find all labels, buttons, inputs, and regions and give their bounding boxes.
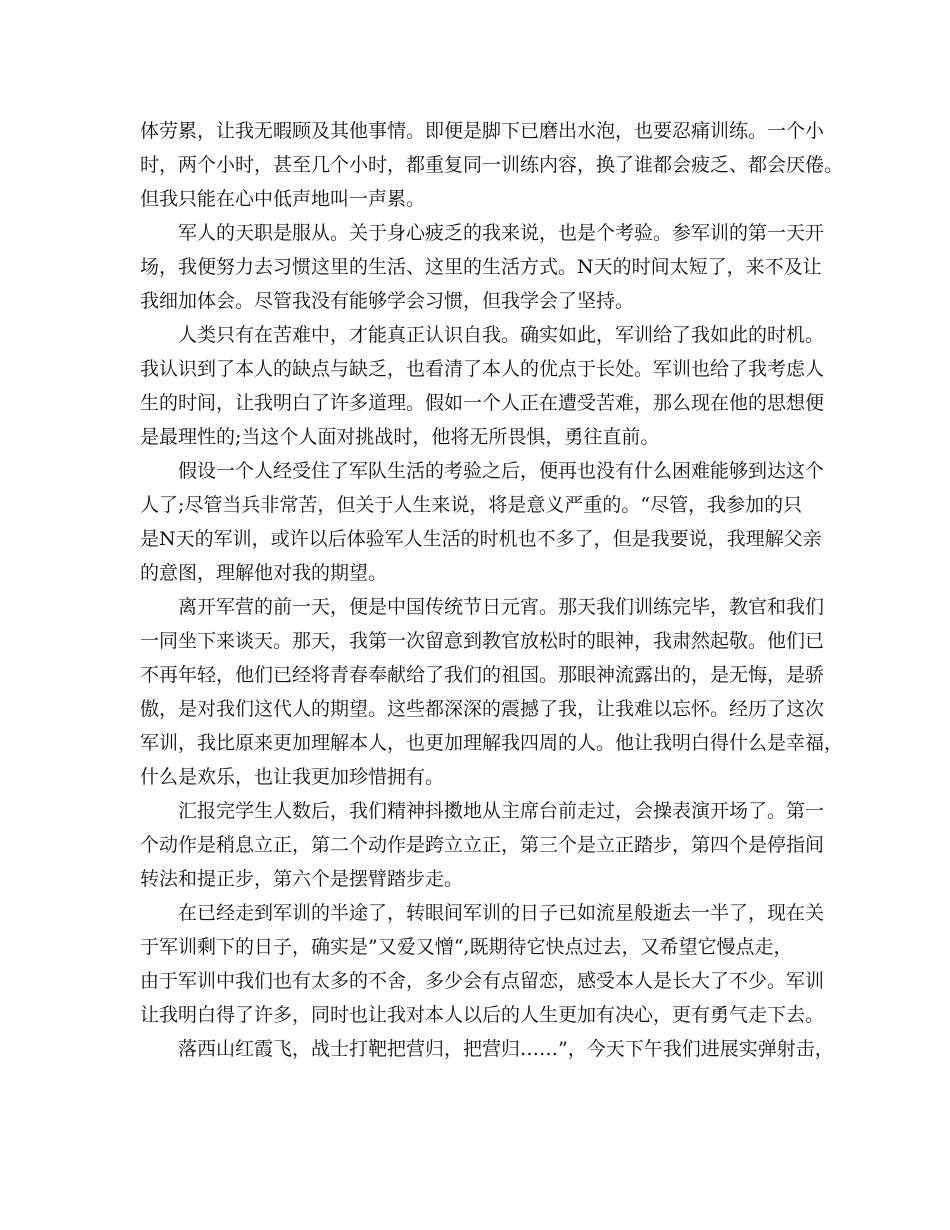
paragraph-first-line: 离开军营的前一天，便是中国传统节日元宵。那天我们训练完毕，教官和我们 <box>178 596 825 618</box>
paragraph-first-line: 人类只有在苦难中，才能真正认识自我。确实如此，军训给了我如此的时机。 <box>178 324 825 346</box>
text-line: 人了;尽管当兵非常苦，但关于人生来说，将是意义严重的。“尽管，我参加的只 <box>140 494 803 516</box>
paragraph-first-line: 军人的天职是服从。关于身心疲乏的我来说，也是个考验。参军训的第一天开 <box>178 222 825 244</box>
text-line: 军训，我比原来更加理解本人，也更加理解我四周的人。他让我明白得什么是幸福， <box>140 732 844 754</box>
text-line: 是N天的军训，或许以后体验军人生活的时机也不多了，但是我要说，我理解父亲 <box>140 528 822 550</box>
text-line: 转法和提正步，第六个是摆臂踏步走。 <box>140 868 464 890</box>
text-line: 让我明白得了许多，同时也让我对本人以后的人生更加有决心，更有勇气走下去。 <box>140 1004 825 1026</box>
text-line: 不再年轻，他们已经将青春奉献给了我们的祖国。那眼神流露出的，是无悔，是骄 <box>140 664 825 686</box>
text-line: 一同坐下来谈天。那天，我第一次留意到教官放松时的眼神，我肃然起敬。他们已 <box>140 630 825 652</box>
paragraph-first-line: 落西山红霞飞，战士打靶把营归，把营归……”，今天下午我们进展实弹射击， <box>178 1038 834 1060</box>
document-body <box>140 114 844 1066</box>
text-line: 由于军训中我们也有太多的不舍，多少会有点留恋，感受本人是长大了不少。军训 <box>140 970 825 992</box>
paragraph-first-line: 在已经走到军训的半途了，转眼间军训的日子已如流星般逝去一半了，现在关 <box>178 902 825 924</box>
text-line: 是最理性的;当这个人面对挑战时，他将无所畏惧，勇往直前。 <box>140 426 660 448</box>
text-line: 时，两个小时，甚至几个小时，都重复同一训练内容，换了谁都会疲乏、都会厌倦。 <box>140 154 844 176</box>
text-line: 体劳累，让我无暇顾及其他事情。即便是脚下已磨出水泡，也要忍痛训练。一个小 <box>140 120 825 142</box>
paragraph-first-line: 汇报完学生人数后，我们精神抖擞地从主席台前走过，会操表演开场了。第一 <box>178 800 825 822</box>
text-line: 个动作是稍息立正，第二个动作是跨立立正，第三个是立正踏步，第四个是停指间 <box>140 834 825 856</box>
text-line: 傲，是对我们这代人的期望。这些都深深的震撼了我，让我难以忘怀。经历了这次 <box>140 698 825 720</box>
text-line: 我细加体会。尽管我没有能够学会习惯，但我学会了坚持。 <box>140 290 635 312</box>
text-line: 生的时间，让我明白了许多道理。假如一个人正在遭受苦难，那么现在他的思想便 <box>140 392 825 414</box>
text-line: 于军训剩下的日子，确实是”又爱又憎“,既期待它快点过去，又希望它慢点走， <box>140 936 793 958</box>
text-line: 我认识到了本人的缺点与缺乏，也看清了本人的优点于长处。军训也给了我考虑人 <box>140 358 825 380</box>
text-line: 什么是欢乐，也让我更加珍惜拥有。 <box>140 766 445 788</box>
text-line: 的意图，理解他对我的期望。 <box>140 562 388 584</box>
text-line: 场，我便努力去习惯这里的生活、这里的生活方式。N天的时间太短了，来不及让 <box>140 256 822 278</box>
text-line: 但我只能在心中低声地叫一声累。 <box>140 188 426 210</box>
paragraph-first-line: 假设一个人经受住了军队生活的考验之后，便再也没有什么困难能够到达这个 <box>178 460 825 482</box>
